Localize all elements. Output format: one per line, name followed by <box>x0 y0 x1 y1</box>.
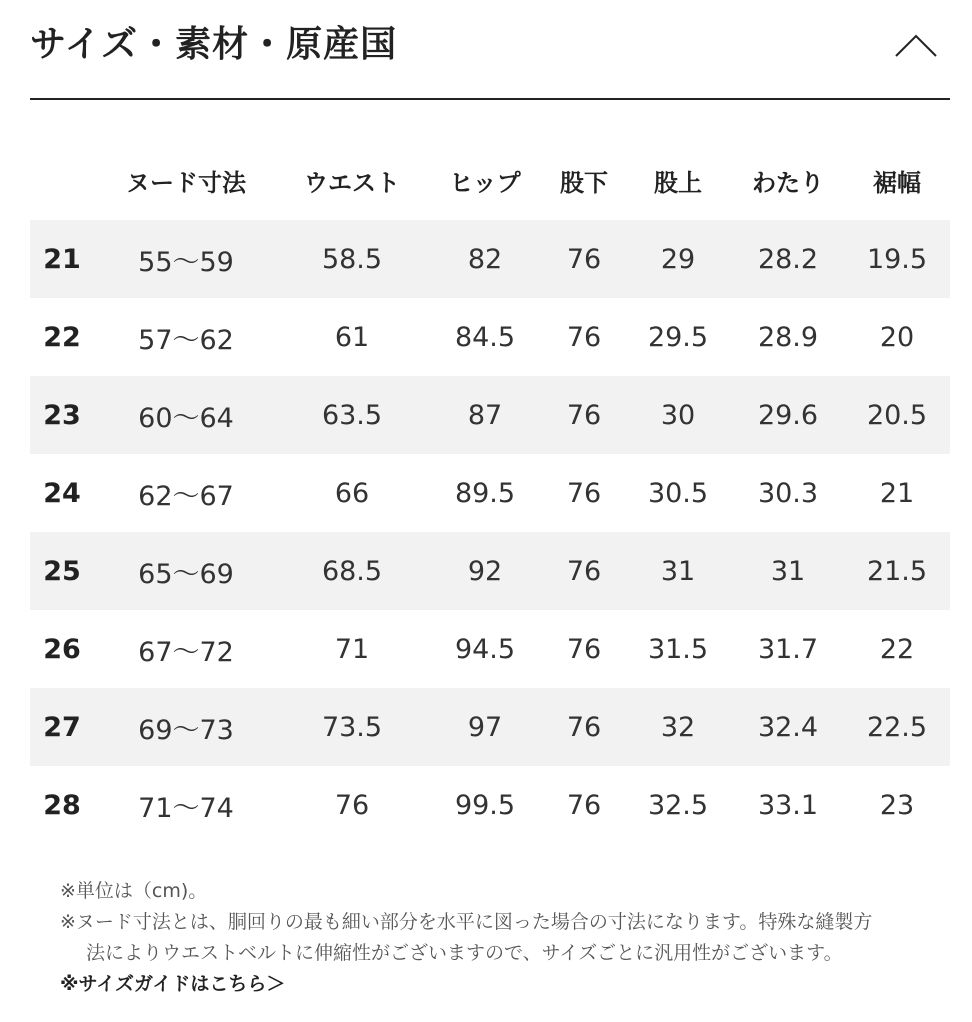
unit-note: ※単位は（cm)。 <box>60 880 208 902</box>
size-label: 28 <box>43 789 81 821</box>
table-cell: 29.6 <box>732 376 844 454</box>
table-cell: 87 <box>426 376 544 454</box>
table-cell: 76 <box>544 220 624 298</box>
table-cell: 76 <box>566 477 602 509</box>
header-rise: 股上 <box>654 168 702 197</box>
table-cell: 58.5 <box>278 220 426 298</box>
table-cell: 67〜72 <box>138 636 234 668</box>
table-cell: 99.5 <box>454 789 516 821</box>
table-cell: 21.5 <box>844 532 950 610</box>
table-cell: 71〜74 <box>138 792 234 824</box>
header-nude-size: ヌード寸法 <box>126 168 246 197</box>
table-row <box>30 688 950 766</box>
table-cell: 61 <box>334 321 370 353</box>
table-cell: 32.4 <box>732 688 844 766</box>
table-row <box>30 766 950 844</box>
table-cell: 76 <box>544 688 624 766</box>
table-row <box>30 220 950 298</box>
table-cell: 20 <box>879 321 915 353</box>
table-cell: 30.5 <box>647 477 709 509</box>
size-label: 24 <box>43 477 81 509</box>
section-header <box>30 0 950 100</box>
table-cell: 89.5 <box>454 477 516 509</box>
size-label: 25 <box>30 532 94 610</box>
header-inseam: 股下 <box>560 168 608 197</box>
table-cell: 31.5 <box>647 633 709 665</box>
table-cell: 76 <box>544 532 624 610</box>
table-cell: 97 <box>426 688 544 766</box>
table-cell: 68.5 <box>278 532 426 610</box>
nude-size-note-line-1: ※ヌード寸法とは、胴回りの最も細い部分を水平に図った場合の寸法になります。特殊な縫製方 <box>60 911 873 933</box>
notes <box>60 876 940 1000</box>
table-cell: 30.3 <box>757 477 819 509</box>
table-header-row <box>30 140 950 220</box>
table-row <box>30 532 950 610</box>
table-cell: 71 <box>334 633 370 665</box>
table-cell: 62〜67 <box>138 480 234 512</box>
table-cell: 23 <box>879 789 915 821</box>
table-cell: 21 <box>879 477 915 509</box>
table-cell: 29 <box>624 220 732 298</box>
table-cell: 19.5 <box>844 220 950 298</box>
table-cell: 22 <box>879 633 915 665</box>
size-label: 21 <box>30 220 94 298</box>
table-cell: 63.5 <box>278 376 426 454</box>
table-cell: 94.5 <box>454 633 516 665</box>
table-cell: 76 <box>566 633 602 665</box>
section-title: サイズ・素材・原産国 <box>30 24 398 65</box>
table-cell: 55〜59 <box>94 220 278 298</box>
collapse-toggle-button[interactable] <box>892 26 940 66</box>
header-hem-width: 裾幅 <box>873 168 921 197</box>
table-cell: 31 <box>624 532 732 610</box>
table-row <box>30 376 950 454</box>
table-cell: 20.5 <box>844 376 950 454</box>
table-cell: 31 <box>732 532 844 610</box>
table-cell: 84.5 <box>454 321 516 353</box>
table-cell: 92 <box>426 532 544 610</box>
size-table <box>30 140 950 844</box>
table-cell: 76 <box>566 321 602 353</box>
table-cell: 22.5 <box>844 688 950 766</box>
table-cell: 57〜62 <box>138 324 234 356</box>
table-cell: 29.5 <box>647 321 709 353</box>
table-cell: 30 <box>624 376 732 454</box>
table-cell: 69〜73 <box>94 688 278 766</box>
table-cell: 76 <box>566 789 602 821</box>
header-hip: ヒップ <box>449 168 521 197</box>
header-size <box>30 140 94 220</box>
size-label: 26 <box>43 633 81 665</box>
table-cell: 28.9 <box>757 321 819 353</box>
size-label: 23 <box>30 376 94 454</box>
table-cell: 76 <box>544 376 624 454</box>
table-cell: 60〜64 <box>94 376 278 454</box>
size-guide-link[interactable]: ※サイズガイドはこちら＞ <box>60 973 286 995</box>
table-cell: 32.5 <box>647 789 709 821</box>
table-row <box>30 298 950 376</box>
table-cell: 73.5 <box>278 688 426 766</box>
table-cell: 31.7 <box>757 633 819 665</box>
chevron-up-icon <box>892 26 940 66</box>
table-row <box>30 454 950 532</box>
table-cell: 32 <box>624 688 732 766</box>
size-label: 27 <box>30 688 94 766</box>
size-label: 22 <box>43 321 81 353</box>
table-cell: 66 <box>334 477 370 509</box>
header-thigh: わたり <box>752 168 824 197</box>
table-cell: 82 <box>426 220 544 298</box>
table-cell: 33.1 <box>757 789 819 821</box>
header-waist: ウエスト <box>304 168 400 197</box>
table-cell: 28.2 <box>732 220 844 298</box>
table-cell: 65〜69 <box>94 532 278 610</box>
table-cell: 76 <box>334 789 370 821</box>
nude-size-note-line-2: 法によりウエストベルトに伸縮性がございますので、サイズごとに汎用性がございます。 <box>86 942 843 964</box>
table-row <box>30 610 950 688</box>
